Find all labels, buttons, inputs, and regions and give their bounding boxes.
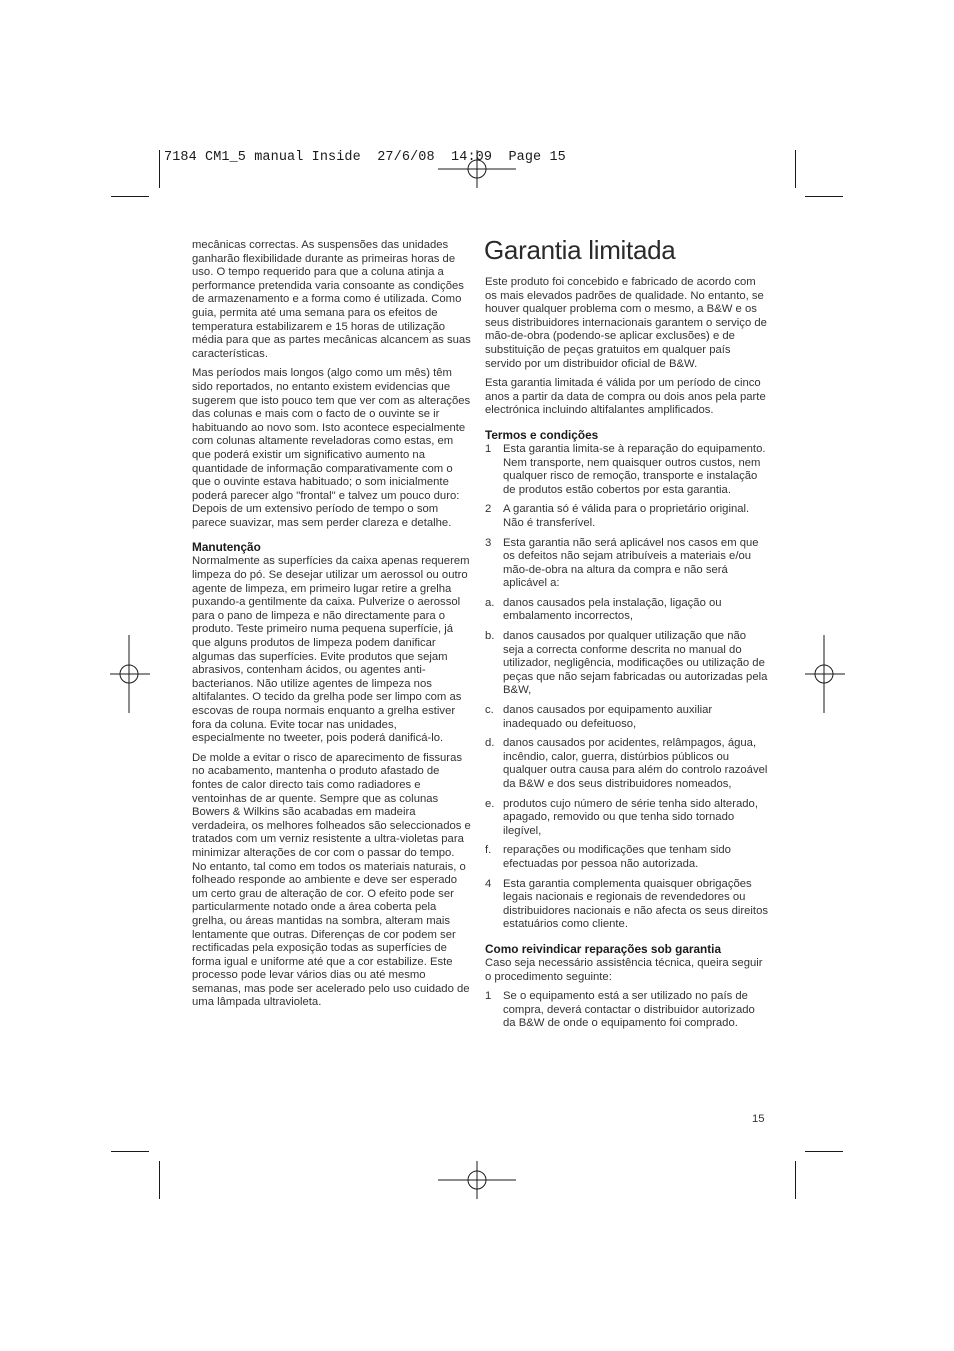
crop-mark [795, 1161, 796, 1199]
list-item: c. danos causados por equipamento auxiliar inadequado ou defeituoso, [485, 704, 713, 730]
list-item: d. danos causados por acidentes, relâmpagos, água, incêndio, calor, guerra, distúrbios públicos ou qualquer outra causa para além do controlo razoável da B&W e dos seus distribuidores nomeados, [485, 737, 768, 790]
crop-mark [159, 150, 160, 188]
left-column [192, 239, 472, 1016]
list-item: 2 A garantia só é válida para o proprietário original. Não é transferível. [485, 503, 750, 529]
list-item: 1 Esta garantia limita-se à reparação do equipamento. Nem transporte, nem quaisquer outros custos, nem qualquer risco de remoção, transporte e instalação de produtos estão cobertos por esta garantia. [485, 442, 766, 496]
section-heading-claims: Como reivindicar reparações sob garantia [485, 941, 722, 956]
registration-mark-icon [110, 635, 150, 713]
list-item: b. danos causados por qualquer utilização que não seja a correcta conforme descrita no manual do utilizador, negligência, modificações ou utilização de peças que não sejam fabricadas ou autorizadas pela B&W, [485, 630, 768, 697]
paragraph: Esta garantia limitada é válida por um período de cinco anos a partir da data de compra ou dois anos pela parte electrónica incluindo altifalantes amplificados. [485, 377, 766, 417]
right-column [485, 276, 769, 1037]
registration-mark-icon [438, 150, 516, 188]
crop-mark [805, 1151, 843, 1152]
page-number: 15 [752, 1113, 765, 1125]
print-slug: 7184 CM1_5 manual Inside 27/6/08 14:09 Page 15 [164, 150, 566, 165]
list-item: 3 Esta garantia não será aplicável nos casos em que os defeitos não sejam atribuíveis a materiais e/ou mão-de-obra na altura da compra e não será aplicável a: [485, 536, 759, 590]
list-item: a. danos causados pela instalação, ligação ou embalamento incorrectos, [485, 596, 722, 623]
claim-steps-list [485, 990, 769, 1031]
paragraph: Este produto foi concebido e fabricado de acordo com os mais elevados padrões de qualidade. No entanto, se houver qualquer problema com o mesmo, a B&W e os seus distribuidores internacionais garantem o serviço de mão-de-obra (podendo-se aplicar exclusões) e de substituição de peças gratuitos em qualquer país servido por um distribuidor oficial de B&W. [485, 276, 767, 370]
terms-list [485, 443, 769, 932]
list-item: f. reparações ou modificações que tenham sido efectuadas por pessoa não autorizada. [485, 844, 731, 870]
section-heading-maintenance: Manutenção [192, 540, 261, 555]
paragraph: De molde a evitar o risco de aparecimento de fissuras no acabamento, mantenha o produto afastado de fontes de calor directo tais como radiadores e ventoinhas de ar quente. Sempre que as colunas Bowers & Wilkins são acabadas em madeira verdadeira, os melhores folheados são seleccionados e tratados com um verniz resistente a ultra-violetas para minimizar alterações de cor com o passar do tempo. No entanto, tal como em todos os materiais naturais, o folheado responde ao ambiente e deve ser esperado um certo grau de alteração de cor. O efeito pode ser particularmente notado onde a área coberta pela grelha, ou áreas mantidas na sombra, alteram mais lentamente que outras. Diferenças de cor podem ser rectificadas pela exposição todas as superfícies de forma igual e uniforme até que a cor estabilize. Este processo pode levar vários dias ou até mesmo semanas, mas pode ser acelerado pelo uso cuidado de uma lâmpada ultravioleta. [192, 751, 471, 1009]
registration-mark-icon [438, 1161, 516, 1199]
paragraph: mecânicas correctas. As suspensões das unidades ganharão flexibilidade durante as primeiras horas de uso. O tempo requerido para que a coluna atinja a performance pretendida varia consoante as condições de armazenamento e a forma como é utilizada. Como guia, permita até uma semana para os efeitos de temperatura estabilizarem e 15 horas de utilização média para que as partes mecânicas alcancem as suas características. [192, 239, 471, 360]
crop-mark [111, 196, 149, 197]
section-heading-terms: Termos e condições [485, 427, 599, 442]
paragraph: Caso seja necessário assistência técnica, queira seguir o procedimento seguinte: [485, 956, 763, 983]
list-item: 1 Se o equipamento está a ser utilizado no país de compra, deverá contactar o distribuidor autorizado da B&W de onde o equipamento foi comprado. [485, 990, 755, 1030]
page-title: Garantia limitada [484, 235, 676, 265]
list-item: e. produtos cujo número de série tenha sido alterado, apagado, removido ou que tenha sido tornado ilegível, [485, 797, 758, 837]
paragraph: Mas períodos mais longos (algo como um mês) têm sido reportados, no entanto existem evidencias que sugerem que isto pouco tem que ver com as alterações das colunas e mais com o facto de o ouvinte se ir habituando ao novo som. Isto acontece especialmente com colunas altamente reveladoras como estas, em que poderá existir um significativo aumento na quantidade de informação comparativamente com o que o ouvinte estava habituado; o som inicialmente poderá parecer algo "frontal" e talvez um pouco duro: Depois de um extensivo período de tempo o som parece suavizar, mas sem perder clareza e detalhe. [192, 367, 471, 529]
crop-mark [111, 1151, 149, 1152]
paragraph: Normalmente as superfícies da caixa apenas requerem limpeza do pó. Se desejar utilizar um aerossol ou outro agente de limpeza, em primeiro lugar retire a grelha puxando-a gentilmente da caixa. Pulverize o aerossol para o pano de limpeza e não directamente para o produto. Teste primeiro numa pequena superfície, já que alguns produtos de limpeza podem danificar algumas das superfícies. Evite produtos que sejam abrasivos, contenham ácidos, ou agentes anti-bacterianos. Não utilize agentes de limpeza nos altifalantes. O tecido da grelha pode ser limpo com as escovas de roupa normais enquanto a grelha estiver fora da coluna. Evite tocar nas unidades, especialmente no tweeter, pois poderá danificá-lo. [192, 555, 470, 745]
registration-mark-icon [805, 635, 845, 713]
crop-mark [795, 150, 796, 188]
crop-mark [805, 196, 843, 197]
list-item: 4 Esta garantia complementa quaisquer obrigações legais nacionais e regionais de revendedores ou distribuidores nacionais e não afecta os seus direitos estatuários como cliente. [485, 877, 769, 931]
crop-mark [159, 1161, 160, 1199]
